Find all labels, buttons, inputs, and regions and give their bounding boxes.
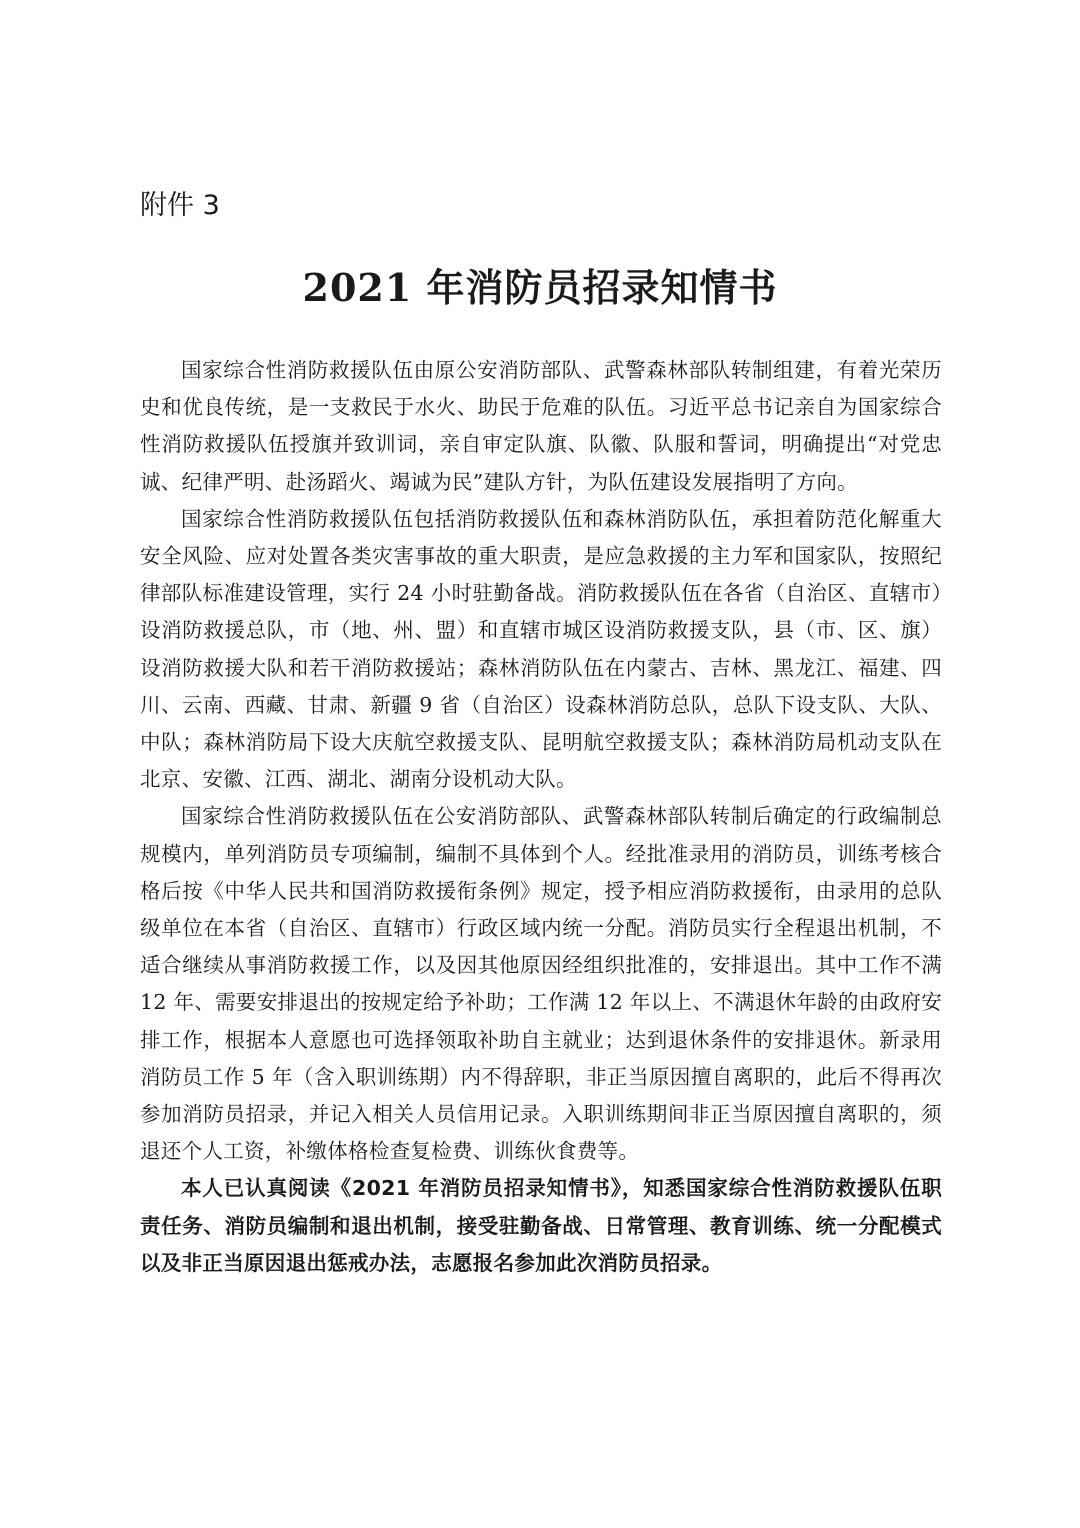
attachment-label: 附件 3: [140, 190, 220, 221]
body-paragraph: 国家综合性消防救援队伍由原公安消防部队、武警森林部队转制组建，有着光荣历史和优良传统，是一支救民于水火、助民于危难的队伍。习近平总书记亲自为国家综合性消防救援队伍授旗并致训词，亲自审定队旗、队徽、队服和誓词，明确提出“对党忠诚、纪律严明、赴汤蹈火、竭诚为民”建队方针，为队伍建设发展指明了方向。: [140, 358, 942, 494]
body-paragraph: 国家综合性消防救援队伍包括消防救援队伍和森林消防队伍，承担着防范化解重大安全风险、应对处置各类灾害事故的重大职责，是应急救援的主力军和国家队，按照纪律部队标准建设管理，实行 24 小时驻勤备战。消防救援队伍在各省（自治区、直辖市）设消防救援总队，市（地、州、盟）和直辖市城区设消防救援支队，县（市、区、旗）设消防救援大队和若干消防救援站；森林消防队伍在内蒙古、吉林、黑龙江、福建、四川、云南、西藏、甘肃、新疆 9 省（自治区）设森林消防总队，总队下设支队、大队、中队；森林消防局下设大庆航空救援支队、昆明航空救援支队；森林消防局机动支队在北京、安徽、江西、湖北、湖南分设机动大队。: [140, 506, 942, 792]
body-paragraph: 国家综合性消防救援队伍在公安消防部队、武警森林部队转制后确定的行政编制总规模内，单列消防员专项编制，编制不具体到个人。经批准录用的消防员，训练考核合格后按《中华人民共和国消防救援衔条例》规定，授予相应消防救援衔，由录用的总队级单位在本省（自治区、直辖市）行政区域内统一分配。消防员实行全程退出机制，不适合继续从事消防救援工作，以及因其他原因经组织批准的，安排退出。其中工作不满 12 年、需要安排退出的按规定给予补助；工作满 12 年以上、不满退休年龄的由政府安排工作，根据本人意愿也可选择领取补助自主就业；达到退休条件的安排退休。新录用消防员工作 5 年（含入职训练期）内不得辞职，非正当原因擅自离职的，此后不得再次参加消防员招录，并记入相关人员信用记录。入职训练期间非正当原因擅自离职的，须退还个人工资，补缴体格检查复检费、训练伙食费等。: [140, 804, 942, 1164]
document-body: [140, 352, 942, 1282]
document-title: 2021 年消防员招录知情书: [302, 265, 778, 310]
declaration-paragraph: 本人已认真阅读《2021 年消防员招录知情书》，知悉国家综合性消防救援队伍职责任务、消防员编制和退出机制，接受驻勤备战、日常管理、教育训练、统一分配模式以及非正当原因退出惩戒办法，志愿报名参加此次消防员招录。: [140, 1176, 942, 1275]
